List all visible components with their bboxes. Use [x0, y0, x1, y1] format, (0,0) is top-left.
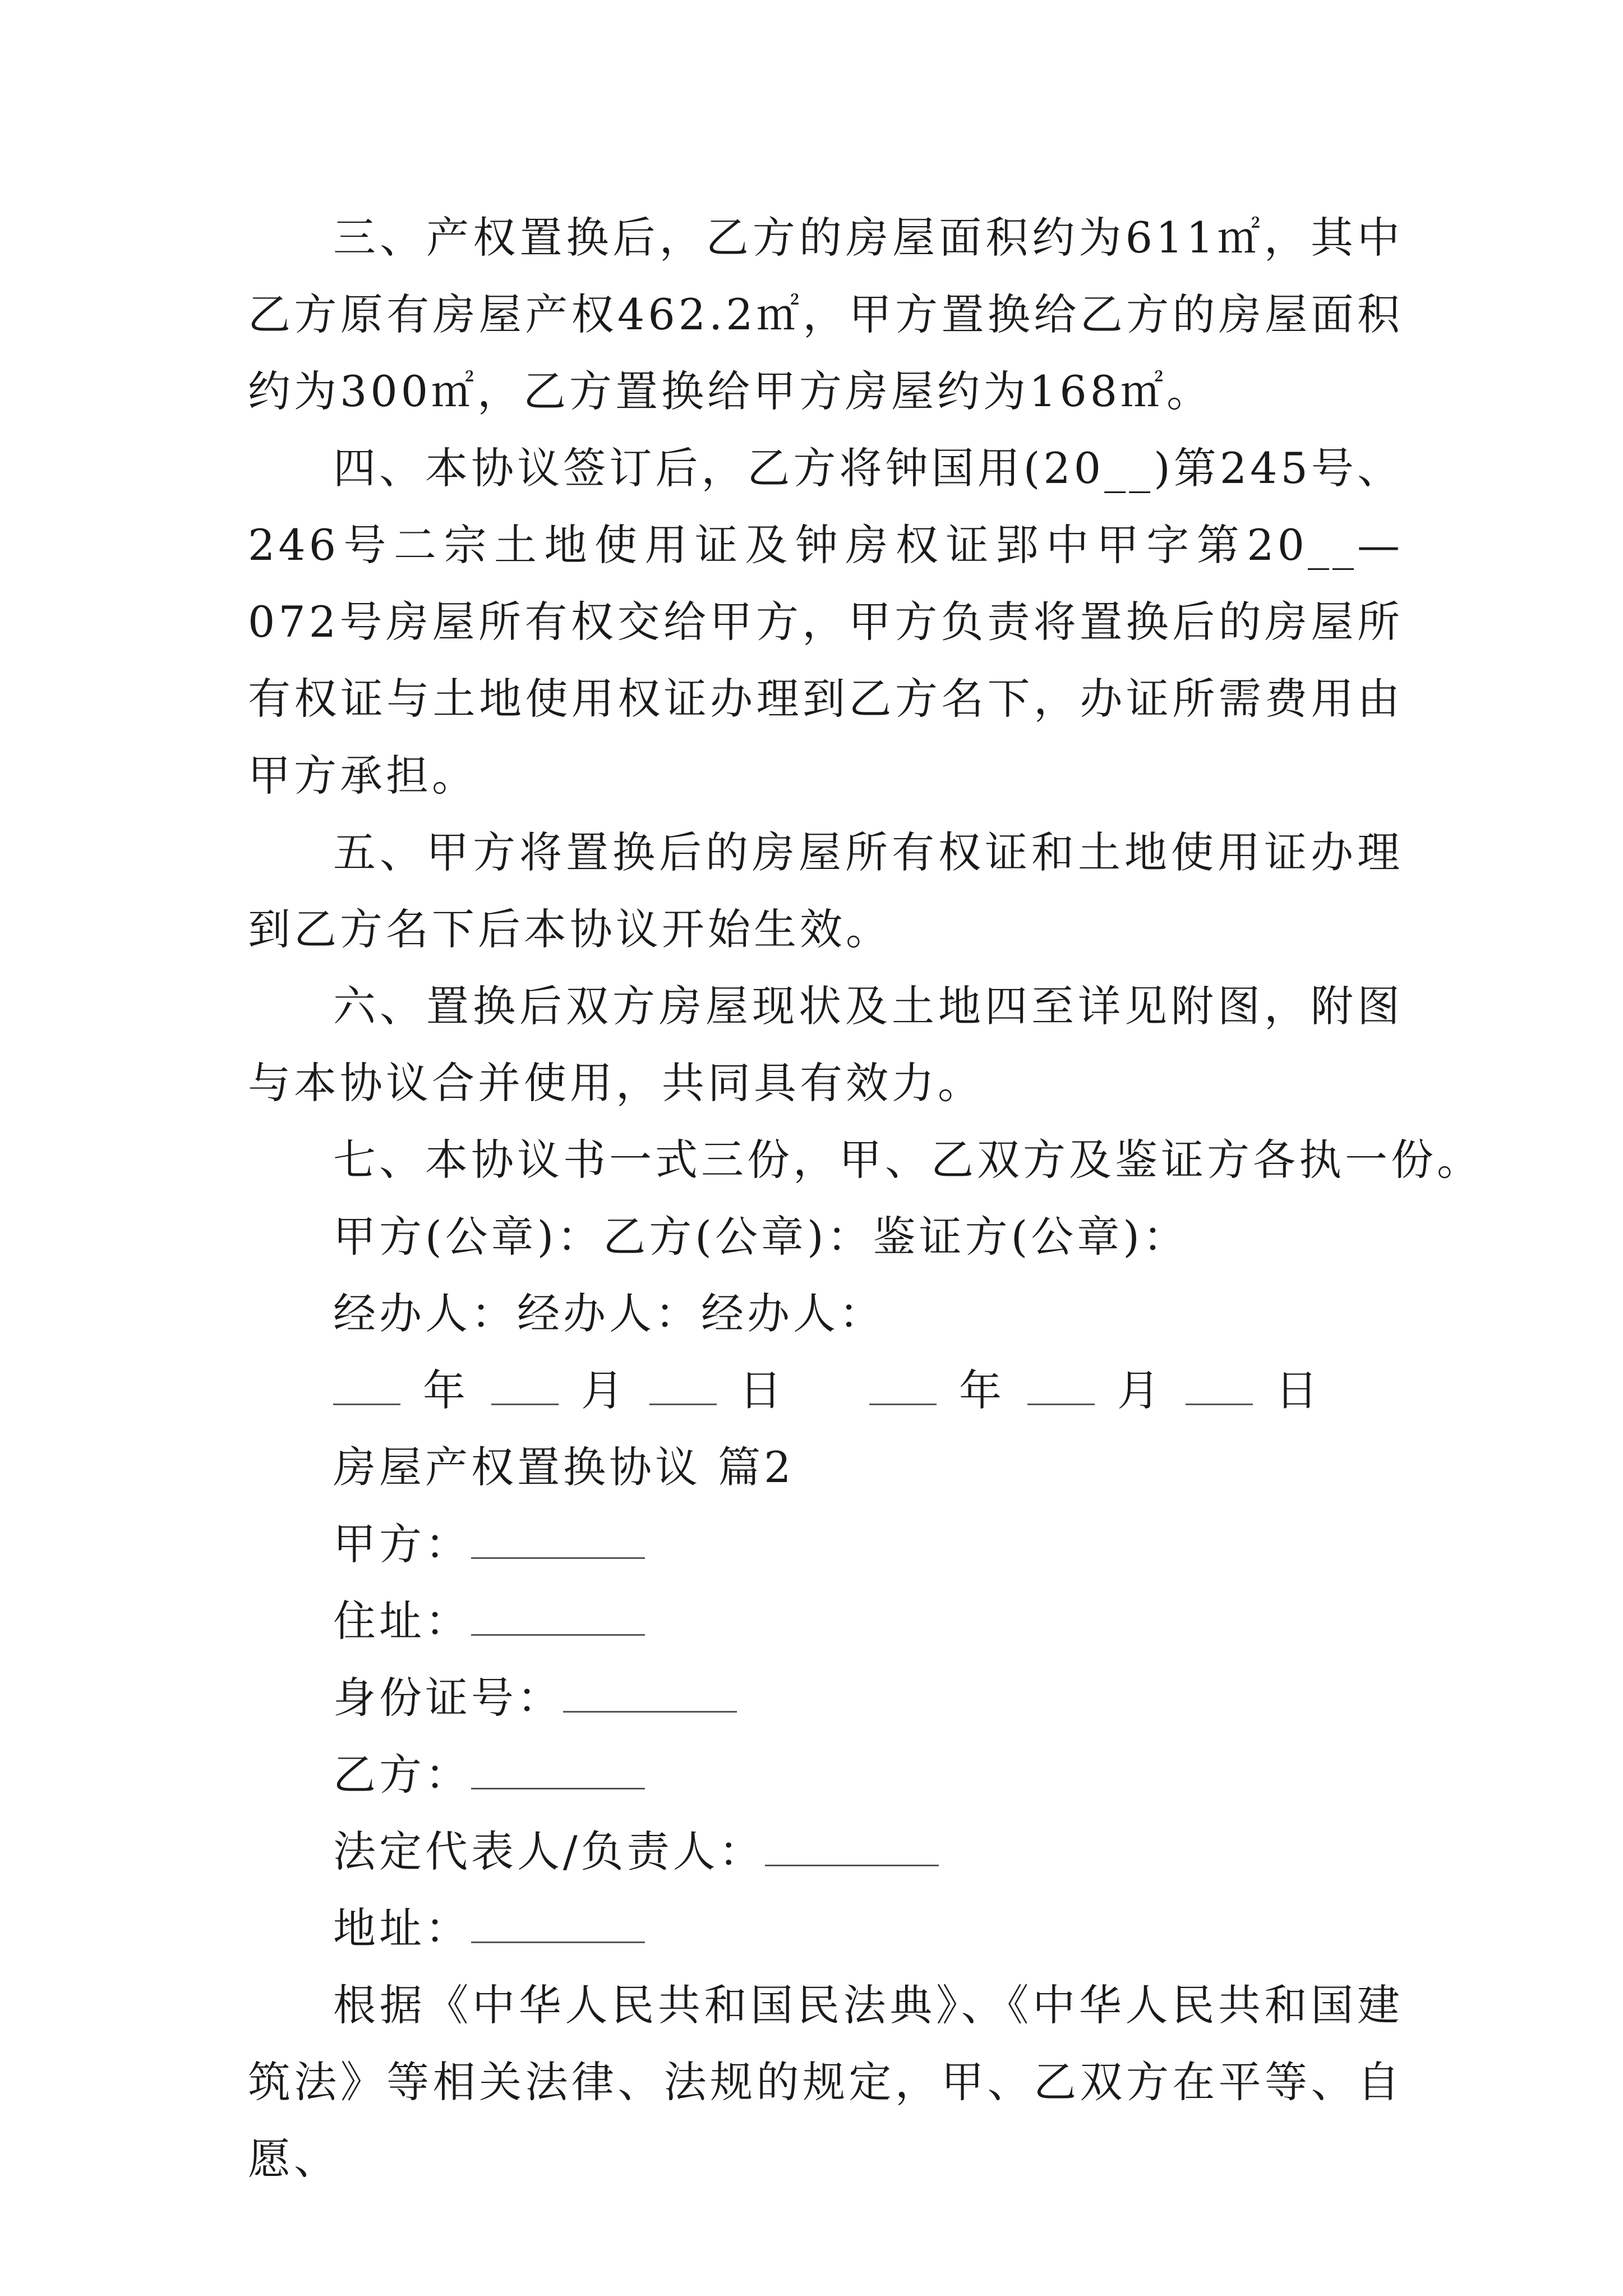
party-b-label: 乙方： [333, 1750, 471, 1800]
legal-rep-blank[interactable] [765, 1830, 939, 1866]
field-legal-rep [248, 1813, 1403, 1890]
handler-line: 经办人：经办人：经办人： [333, 1289, 885, 1338]
clause-7: 七、本协议书一式三份，甲、乙双方及鉴证方各执一份。 [333, 1135, 1483, 1185]
date-line [248, 1352, 1403, 1429]
blank-day-1[interactable] [649, 1369, 717, 1405]
document-body [248, 199, 1483, 2197]
month-label-1: 月 [581, 1365, 627, 1415]
field-party-a [248, 1506, 1403, 1582]
blank-month-2[interactable] [1027, 1369, 1095, 1405]
seal-line: 甲方(公章)：乙方(公章)：鉴证方(公章)： [333, 1212, 1189, 1262]
year-label-1: 年 [423, 1365, 469, 1415]
clause-4: 四、本协议签订后，乙方将钟国用(20__)第245号、246号二宗土地使用证及钟房权证郢中甲字第20__—072号房屋所有权交给甲方，甲方负责将置换后的房屋所有权证与土地使用权证办理到乙方名下，办证所需费用由甲方承担。 [248, 443, 1403, 800]
field-party-b [248, 1736, 1403, 1813]
clause-5: 五、甲方将置换后的房屋所有权证和土地使用证办理到乙方名下后本协议开始生效。 [248, 827, 1403, 954]
id-number-blank[interactable] [563, 1676, 737, 1713]
blank-year-1[interactable] [333, 1369, 400, 1405]
blank-day-2[interactable] [1186, 1369, 1253, 1405]
day-label-1: 日 [739, 1365, 785, 1415]
field-location [248, 1890, 1403, 1967]
blank-year-2[interactable] [869, 1369, 937, 1405]
address-blank[interactable] [471, 1599, 645, 1636]
day-label-2: 日 [1275, 1365, 1321, 1415]
year-label-2: 年 [959, 1365, 1005, 1415]
clause-3: 三、产权置换后，乙方的房屋面积约为611㎡，其中乙方原有房屋产权462.2㎡，甲方置换给乙方的房屋面积约为300㎡，乙方置换给甲方房屋约为168㎡。 [248, 213, 1403, 416]
field-address [248, 1582, 1403, 1659]
party-a-label: 甲方： [333, 1519, 471, 1569]
clause-6: 六、置换后双方房屋现状及土地四至详见附图，附图与本协议合并使用，共同具有效力。 [248, 981, 1403, 1108]
party-a-blank[interactable] [471, 1522, 645, 1559]
location-label: 地址： [333, 1903, 471, 1953]
blank-month-1[interactable] [491, 1369, 559, 1405]
section-2-title: 房屋产权置换协议 篇2 [333, 1442, 795, 1492]
legal-rep-label: 法定代表人/负责人： [333, 1826, 765, 1876]
location-blank[interactable] [471, 1907, 645, 1943]
month-label-2: 月 [1117, 1365, 1163, 1415]
id-number-label: 身份证号： [333, 1673, 563, 1723]
address-label: 住址： [333, 1596, 471, 1646]
section-2-intro: 根据《中华人民共和国民法典》、《中华人民共和国建筑法》等相关法律、法规的规定，甲、乙双方在平等、自愿、 [248, 1980, 1403, 2184]
field-id-number [248, 1659, 1403, 1736]
party-b-blank[interactable] [471, 1753, 645, 1789]
